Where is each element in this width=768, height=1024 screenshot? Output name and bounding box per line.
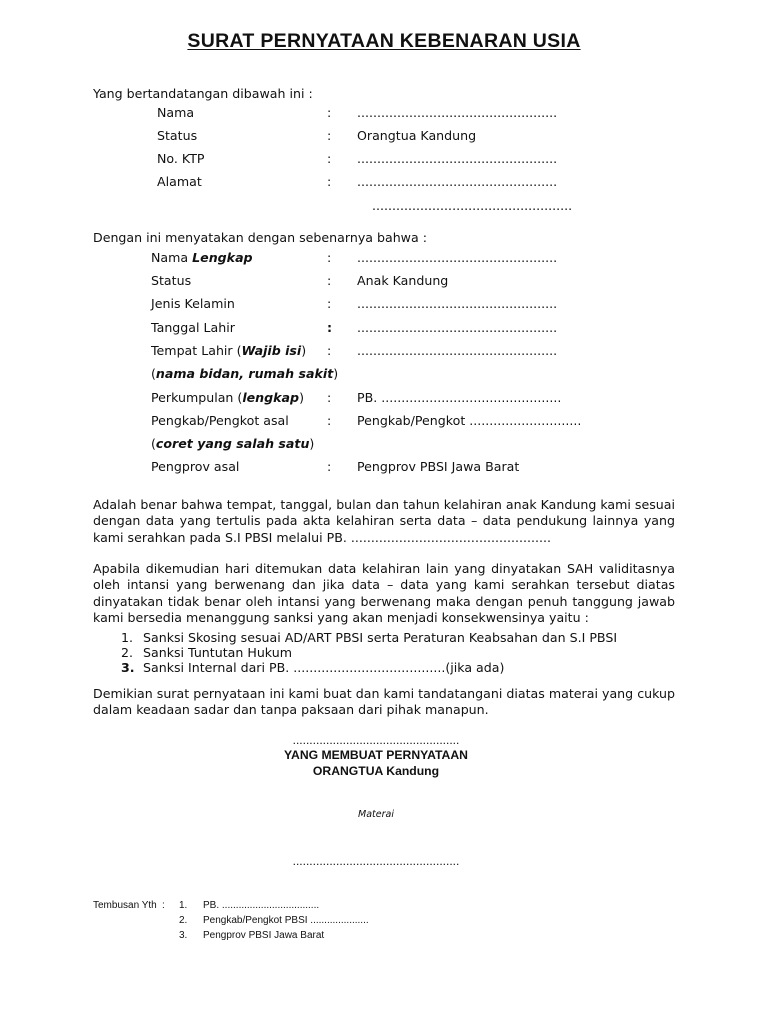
sanction-number: 2. [121, 645, 134, 660]
signer-address-value: .................................................. [357, 174, 558, 189]
colon: : [327, 151, 332, 166]
colon: : [327, 174, 332, 189]
signer-address-line2: .................................................. [372, 198, 573, 213]
cc-label: Tembusan Yth [93, 900, 157, 911]
colon: : [327, 296, 332, 311]
cc-number: 2. [179, 915, 188, 926]
colon: : [327, 273, 332, 288]
sanction-text: Sanksi Internal dari PB. ......................................(jika ada) [143, 660, 505, 675]
signature-subtitle: ORANGTUA Kandung [312, 764, 440, 778]
cc-number: 1. [179, 900, 188, 911]
child-province-label: Pengprov asal [151, 459, 240, 474]
paragraph-declaration [93, 497, 675, 546]
cc-item: Pengkab/Pengkot PBSI ..................... [203, 915, 369, 926]
paragraph-consequence [93, 561, 675, 627]
child-birthdate-label: Tanggal Lahir [151, 320, 235, 335]
signer-status-value: Orangtua Kandung [357, 128, 477, 143]
document-title: SURAT PERNYATAAN KEBENARAN USIA [187, 30, 581, 52]
signer-name-value: .................................................. [357, 105, 558, 120]
signer-name-label: Nama [157, 105, 195, 120]
child-status-label: Status [151, 273, 192, 288]
sanction-number: 3. [121, 660, 135, 675]
colon: : [327, 459, 332, 474]
child-name-label: Nama Lengkap [151, 250, 253, 265]
child-gender-label: Jenis Kelamin [151, 296, 235, 311]
paragraph-line: kami bersedia menanggung sanksi yang akan menjadi konsekwensinya yaitu : [93, 610, 589, 626]
cc-number: 3. [179, 930, 188, 941]
signature-title: YANG MEMBUAT PERNYATAAN [284, 748, 468, 762]
colon: : [327, 105, 332, 120]
child-name-value: .................................................. [357, 250, 558, 265]
paragraph-line: dinyatakan tidak benar oleh intansi yang berwenang maka dengan penuh tanggung jawab [93, 593, 675, 609]
child-gender-value: .................................................. [357, 296, 558, 311]
child-birthplace-label: Tempat Lahir (Wajib isi) [151, 343, 307, 358]
child-status-value: Anak Kandung [357, 273, 449, 288]
cc-item: PB. ................................... [203, 900, 320, 911]
signer-status-label: Status [157, 128, 198, 143]
paragraph-line: dengan data yang tertulis pada akta kelahiran serta data – data pendukung lainnya yang [93, 513, 675, 529]
stamp-placeholder: Materai [358, 809, 394, 820]
child-intro: Dengan ini menyatakan dengan sebenarnya bahwa : [93, 230, 427, 245]
paragraph-line: kami serahkan pada S.I PBSI melalui PB. .................................................. [93, 529, 551, 545]
paragraph-closing [93, 686, 675, 719]
signer-ktp-label: No. KTP [157, 151, 205, 166]
signer-ktp-value: .................................................. [357, 151, 558, 166]
paragraph-line: oleh intansi yang berwenang dan jika data – data yang kami serahkan tersebut diatas [93, 577, 675, 593]
child-birthdate-value: .................................................. [357, 320, 558, 335]
child-district-label: Pengkab/Pengkot asal [151, 413, 289, 428]
sanction-text: Sanksi Tuntutan Hukum [143, 645, 292, 660]
paragraph-line: Apabila dikemudian hari ditemukan data kelahiran lain yang dinyatakan SAH validitasnya [93, 561, 675, 576]
colon: : [327, 320, 333, 335]
colon: : [327, 250, 332, 265]
signature-name-line: .................................................. [292, 854, 460, 868]
child-district-value: Pengkab/Pengkot ............................ [357, 413, 582, 428]
paragraph-line: Adalah benar bahwa tempat, tanggal, bulan dan tahun kelahiran anak Kandung kami sesuai [93, 497, 675, 512]
child-province-value: Pengprov PBSI Jawa Barat [357, 459, 520, 474]
cc-item: Pengprov PBSI Jawa Barat [203, 930, 325, 941]
child-club-label: Perkumpulan (lengkap) [151, 390, 304, 405]
sanction-text: Sanksi Skosing sesuai AD/ART PBSI serta Peraturan Keabsahan dan S.I PBSI [143, 630, 618, 645]
signature-date-line: .................................................. [292, 733, 460, 747]
cc-colon: : [162, 900, 165, 911]
signer-intro: Yang bertandatangan dibawah ini : [93, 86, 313, 101]
paragraph-line: Demikian surat pernyataan ini kami buat dan kami tandatangani diatas materai yang cukup [93, 686, 675, 701]
child-district-note: (coret yang salah satu) [151, 436, 315, 451]
child-birthplace-note: (nama bidan, rumah sakit) [151, 366, 339, 381]
signer-address-label: Alamat [157, 174, 202, 189]
child-club-value: PB. ............................................. [357, 390, 562, 405]
sanction-number: 1. [121, 630, 134, 645]
colon: : [327, 413, 332, 428]
colon: : [327, 343, 332, 358]
child-birthplace-value: .................................................. [357, 343, 558, 358]
paragraph-line: dalam keadaan sadar dan tanpa paksaan dari pihak manapun. [93, 702, 489, 718]
colon: : [327, 390, 332, 405]
colon: : [327, 128, 332, 143]
